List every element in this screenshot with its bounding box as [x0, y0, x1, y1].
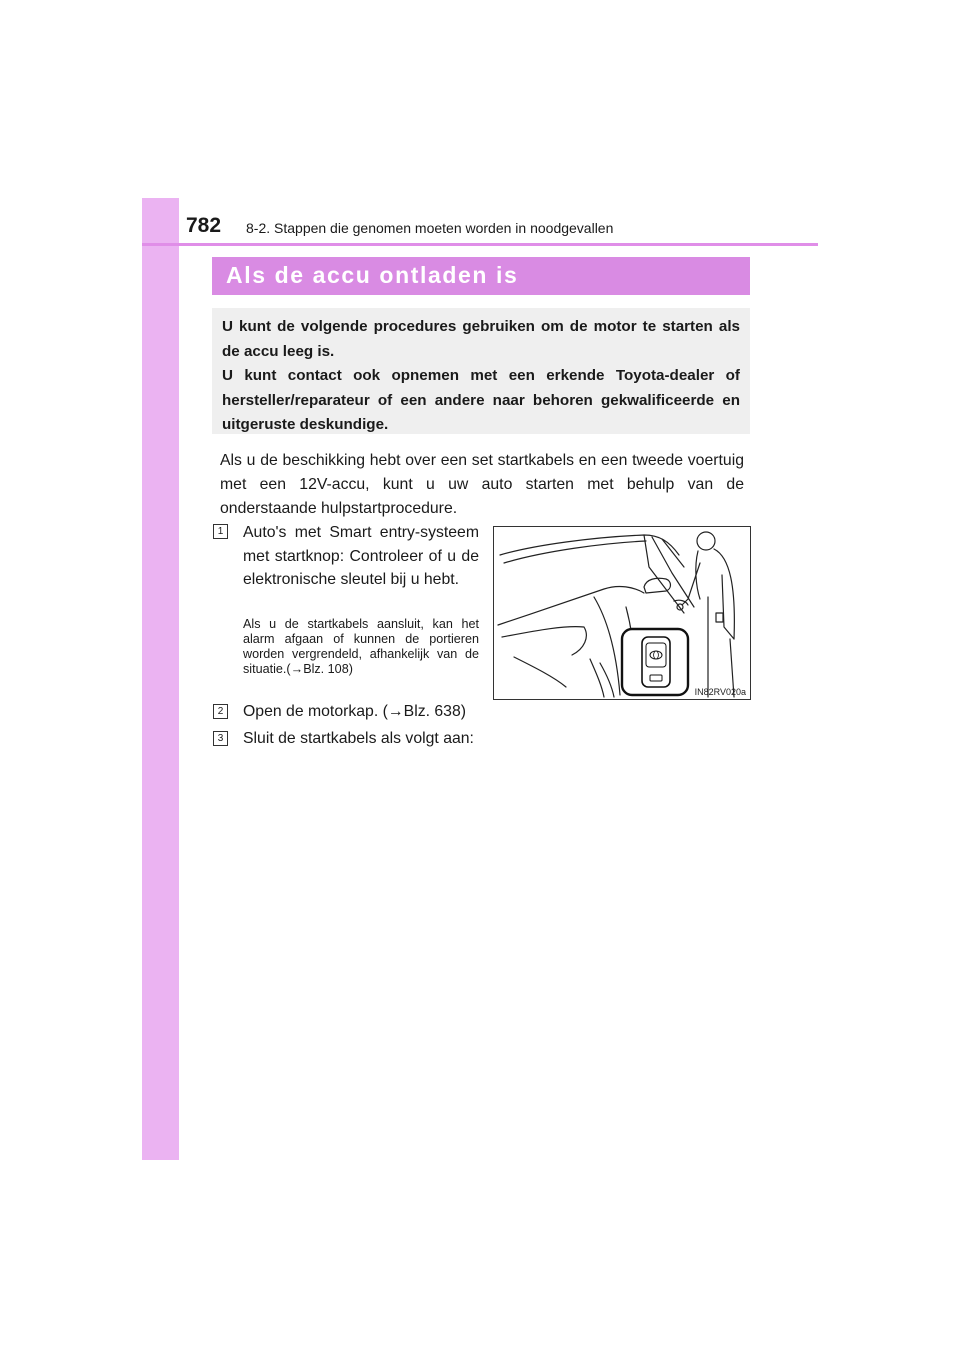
- intro-text: [222, 315, 740, 438]
- person-with-smart-key-icon: [494, 527, 750, 699]
- step-badge-2: 2: [213, 704, 228, 719]
- step-badge-1: 1: [213, 524, 228, 539]
- section-title: Als de accu ontladen is: [226, 262, 519, 288]
- step-1-text: Auto's met Smart entry-systeem met startknop: Controleer of u de elektronische sleutel bij u hebt.: [243, 524, 479, 588]
- page-number: 782: [186, 214, 222, 237]
- intro-line-2: U kunt contact ook opnemen met een erkende Toyota-dealer of hersteller/reparateur of een andere naar behoren gekwalificeerde en uitgeruste deskundige.: [222, 367, 740, 433]
- step-badge-3: 3: [213, 731, 228, 746]
- body-paragraph: Als u de beschikking hebt over een set startkabels en een tweede voertuig met een 12V-accu, kunt u uw auto starten met behulp van de onderstaande hulpstartprocedure.: [220, 452, 744, 517]
- step-2-text: Open de motorkap. (→Blz. 638): [243, 703, 467, 720]
- car-key-illustration: [493, 526, 751, 700]
- intro-box: [212, 308, 750, 434]
- side-color-strip: [142, 198, 179, 1160]
- illustration-code: IN82RV020a: [694, 687, 746, 697]
- step-1-note: Als u de startkabels aansluit, kan het alarm afgaan of kunnen de portieren worden vergrendeld, afhankelijk van de situatie.(→Blz. 108): [243, 617, 479, 676]
- step-3-text: Sluit de startkabels als volgt aan:: [243, 730, 474, 747]
- section-title-bar: [212, 257, 750, 295]
- intro-line-1: U kunt de volgende procedures gebruiken om de motor te starten als de accu leeg is.: [222, 318, 740, 360]
- header-rule: [142, 243, 818, 246]
- running-header: 8-2. Stappen die genomen moeten worden in noodgevallen: [246, 220, 614, 236]
